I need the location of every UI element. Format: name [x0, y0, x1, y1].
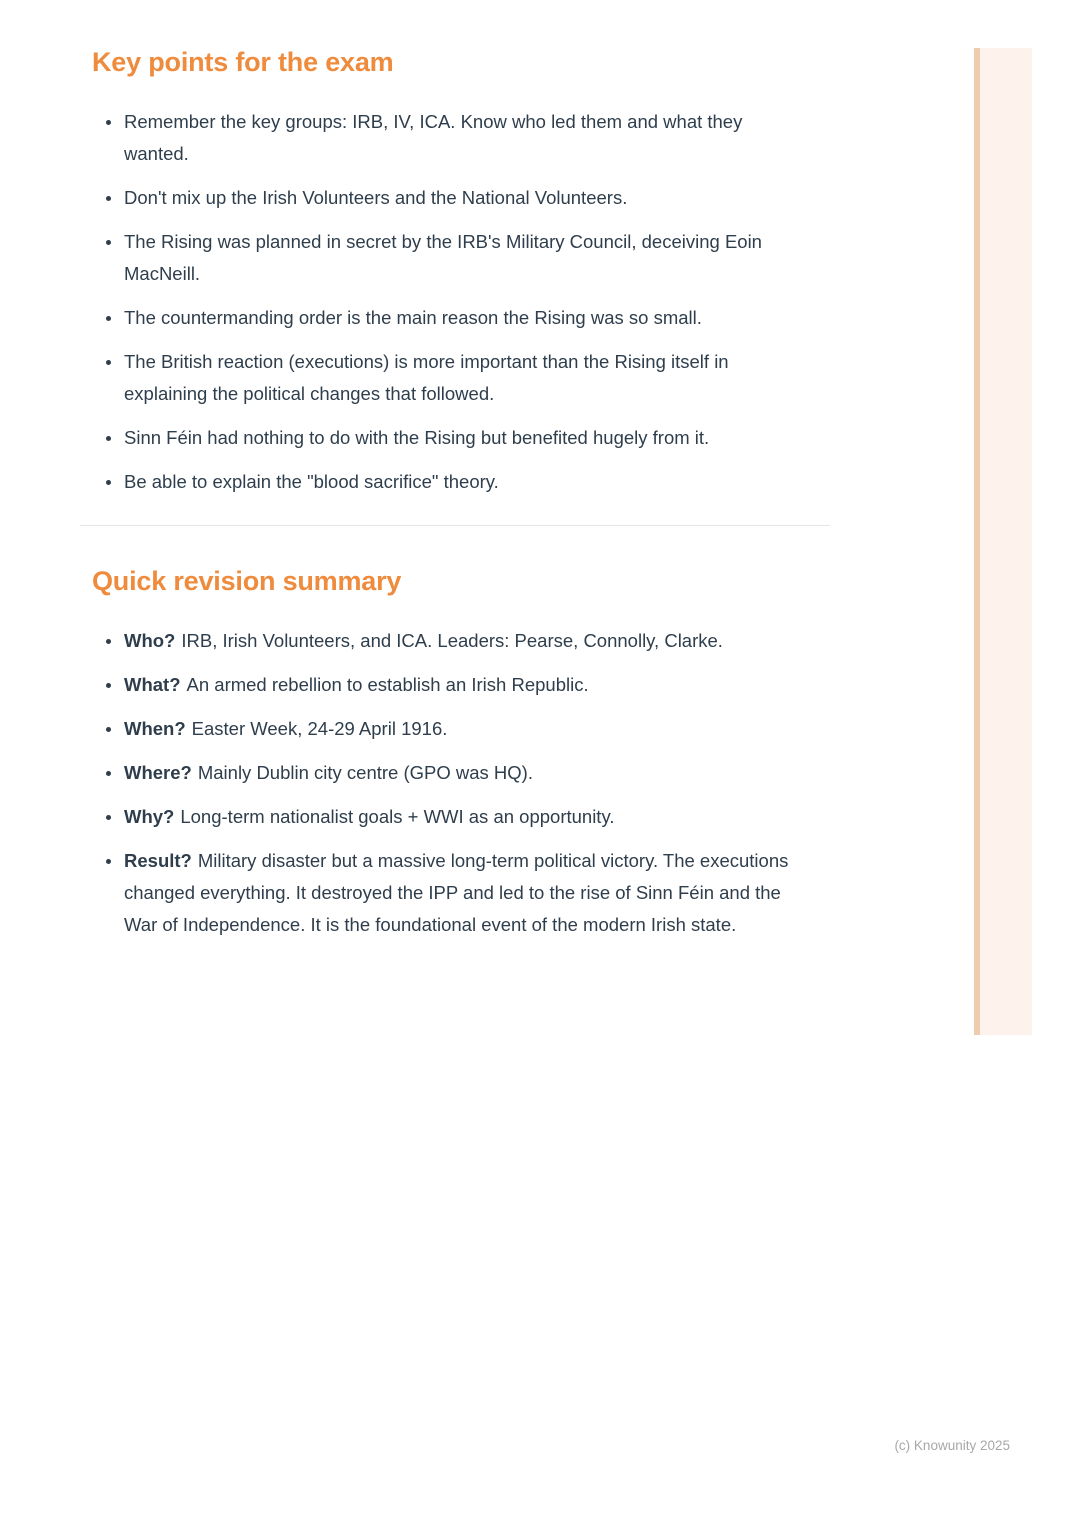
right-accent-bar: [980, 48, 1032, 1035]
item-label: When?: [124, 718, 186, 739]
section-title-key-points: Key points for the exam: [92, 47, 394, 77]
list-item: [92, 757, 804, 789]
list-item: The Rising was planned in secret by the IRB's Military Council, deceiving Eoin MacNeill.: [92, 226, 804, 290]
item-label: Where?: [124, 762, 192, 783]
copyright-notice: (c) Knowunity 2025: [894, 1438, 1010, 1453]
item-text: An armed rebellion to establish an Irish Republic.: [186, 674, 589, 695]
list-item: The countermanding order is the main reason the Rising was so small.: [92, 302, 804, 334]
section-key-points: [92, 44, 837, 498]
section-divider: [80, 525, 830, 526]
list-item: The British reaction (executions) is more important than the Rising itself in explaining the political changes that followed.: [92, 346, 804, 410]
page-content: [92, 44, 837, 953]
item-label: Result?: [124, 850, 192, 871]
item-text: Military disaster but a massive long-term political victory. The executions changed everything. It destroyed the IPP and led to the rise of Sinn Féin and the War of Independence. It is the foundational event of the modern Irish state.: [124, 850, 789, 935]
item-text: IRB, Irish Volunteers, and ICA. Leaders: Pearse, Connolly, Clarke.: [181, 630, 723, 651]
list-item: Don't mix up the Irish Volunteers and the National Volunteers.: [92, 182, 804, 214]
list-item: Remember the key groups: IRB, IV, ICA. Know who led them and what they wanted.: [92, 106, 804, 170]
item-text: Easter Week, 24-29 April 1916.: [191, 718, 448, 739]
item-label: Why?: [124, 806, 175, 827]
list-item: [92, 669, 804, 701]
section-title-quick-revision: Quick revision summary: [92, 566, 402, 596]
list-item: [92, 625, 804, 657]
item-label: What?: [124, 674, 181, 695]
list-item: [92, 801, 804, 833]
list-item: [92, 845, 804, 941]
item-text: Long-term nationalist goals + WWI as an opportunity.: [180, 806, 615, 827]
list-item: [92, 713, 804, 745]
quick-revision-list: [92, 625, 837, 941]
list-item: Sinn Féin had nothing to do with the Rising but benefited hugely from it.: [92, 422, 804, 454]
key-points-list: [92, 106, 837, 498]
list-item: Be able to explain the "blood sacrifice" theory.: [92, 466, 804, 498]
section-quick-revision: [92, 563, 837, 941]
item-text: Mainly Dublin city centre (GPO was HQ).: [197, 762, 533, 783]
item-label: Who?: [124, 630, 176, 651]
